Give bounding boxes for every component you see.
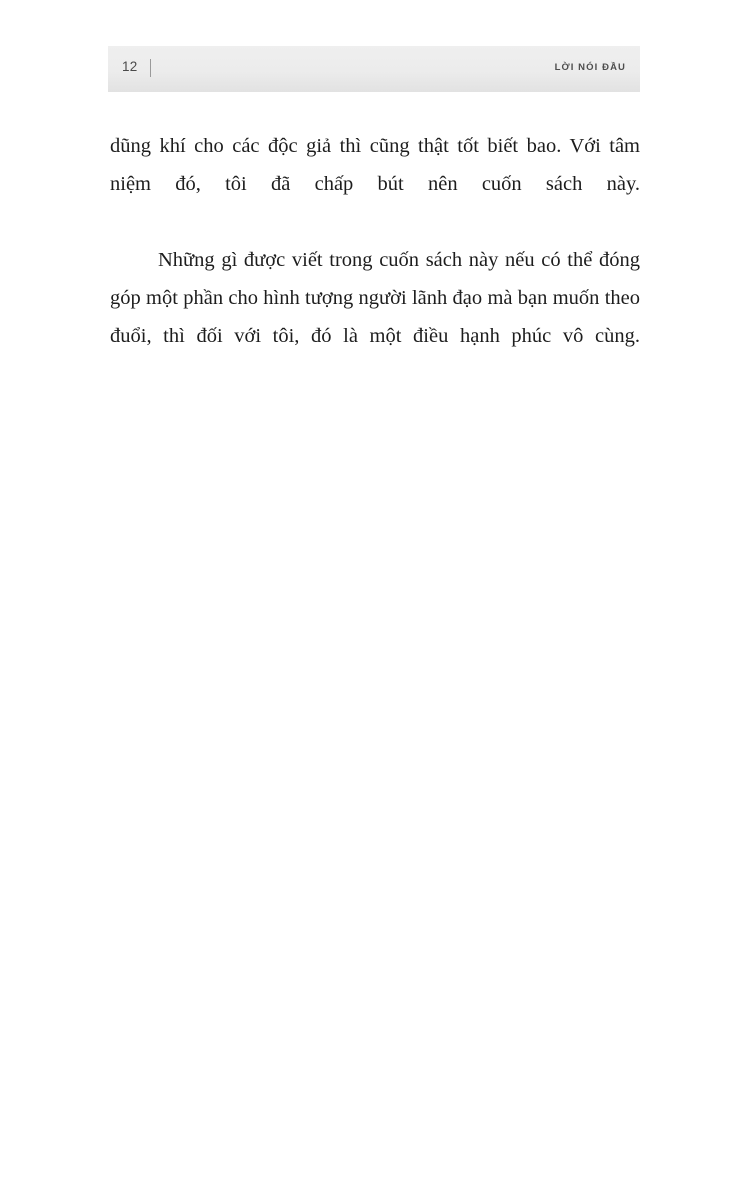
page-number: 12: [122, 59, 138, 74]
running-title: LỜI NÓI ĐẦU: [554, 62, 626, 73]
paragraph: Những gì được viết trong cuốn sách này nếu có thể đóng góp một phần cho hình tượng người lãnh đạo mà bạn muốn theo đuổi, thì đối với tôi, đó là một điều hạnh phúc vô cùng.: [110, 249, 640, 347]
body-text: [110, 127, 640, 393]
header-divider: [150, 59, 151, 77]
paragraph-continuation: dũng khí cho các độc giả thì cũng thật tốt biết bao. Với tâm niệm đó, tôi đã chấp bút nên cuốn sách này.: [110, 135, 640, 195]
running-header: [108, 46, 640, 92]
